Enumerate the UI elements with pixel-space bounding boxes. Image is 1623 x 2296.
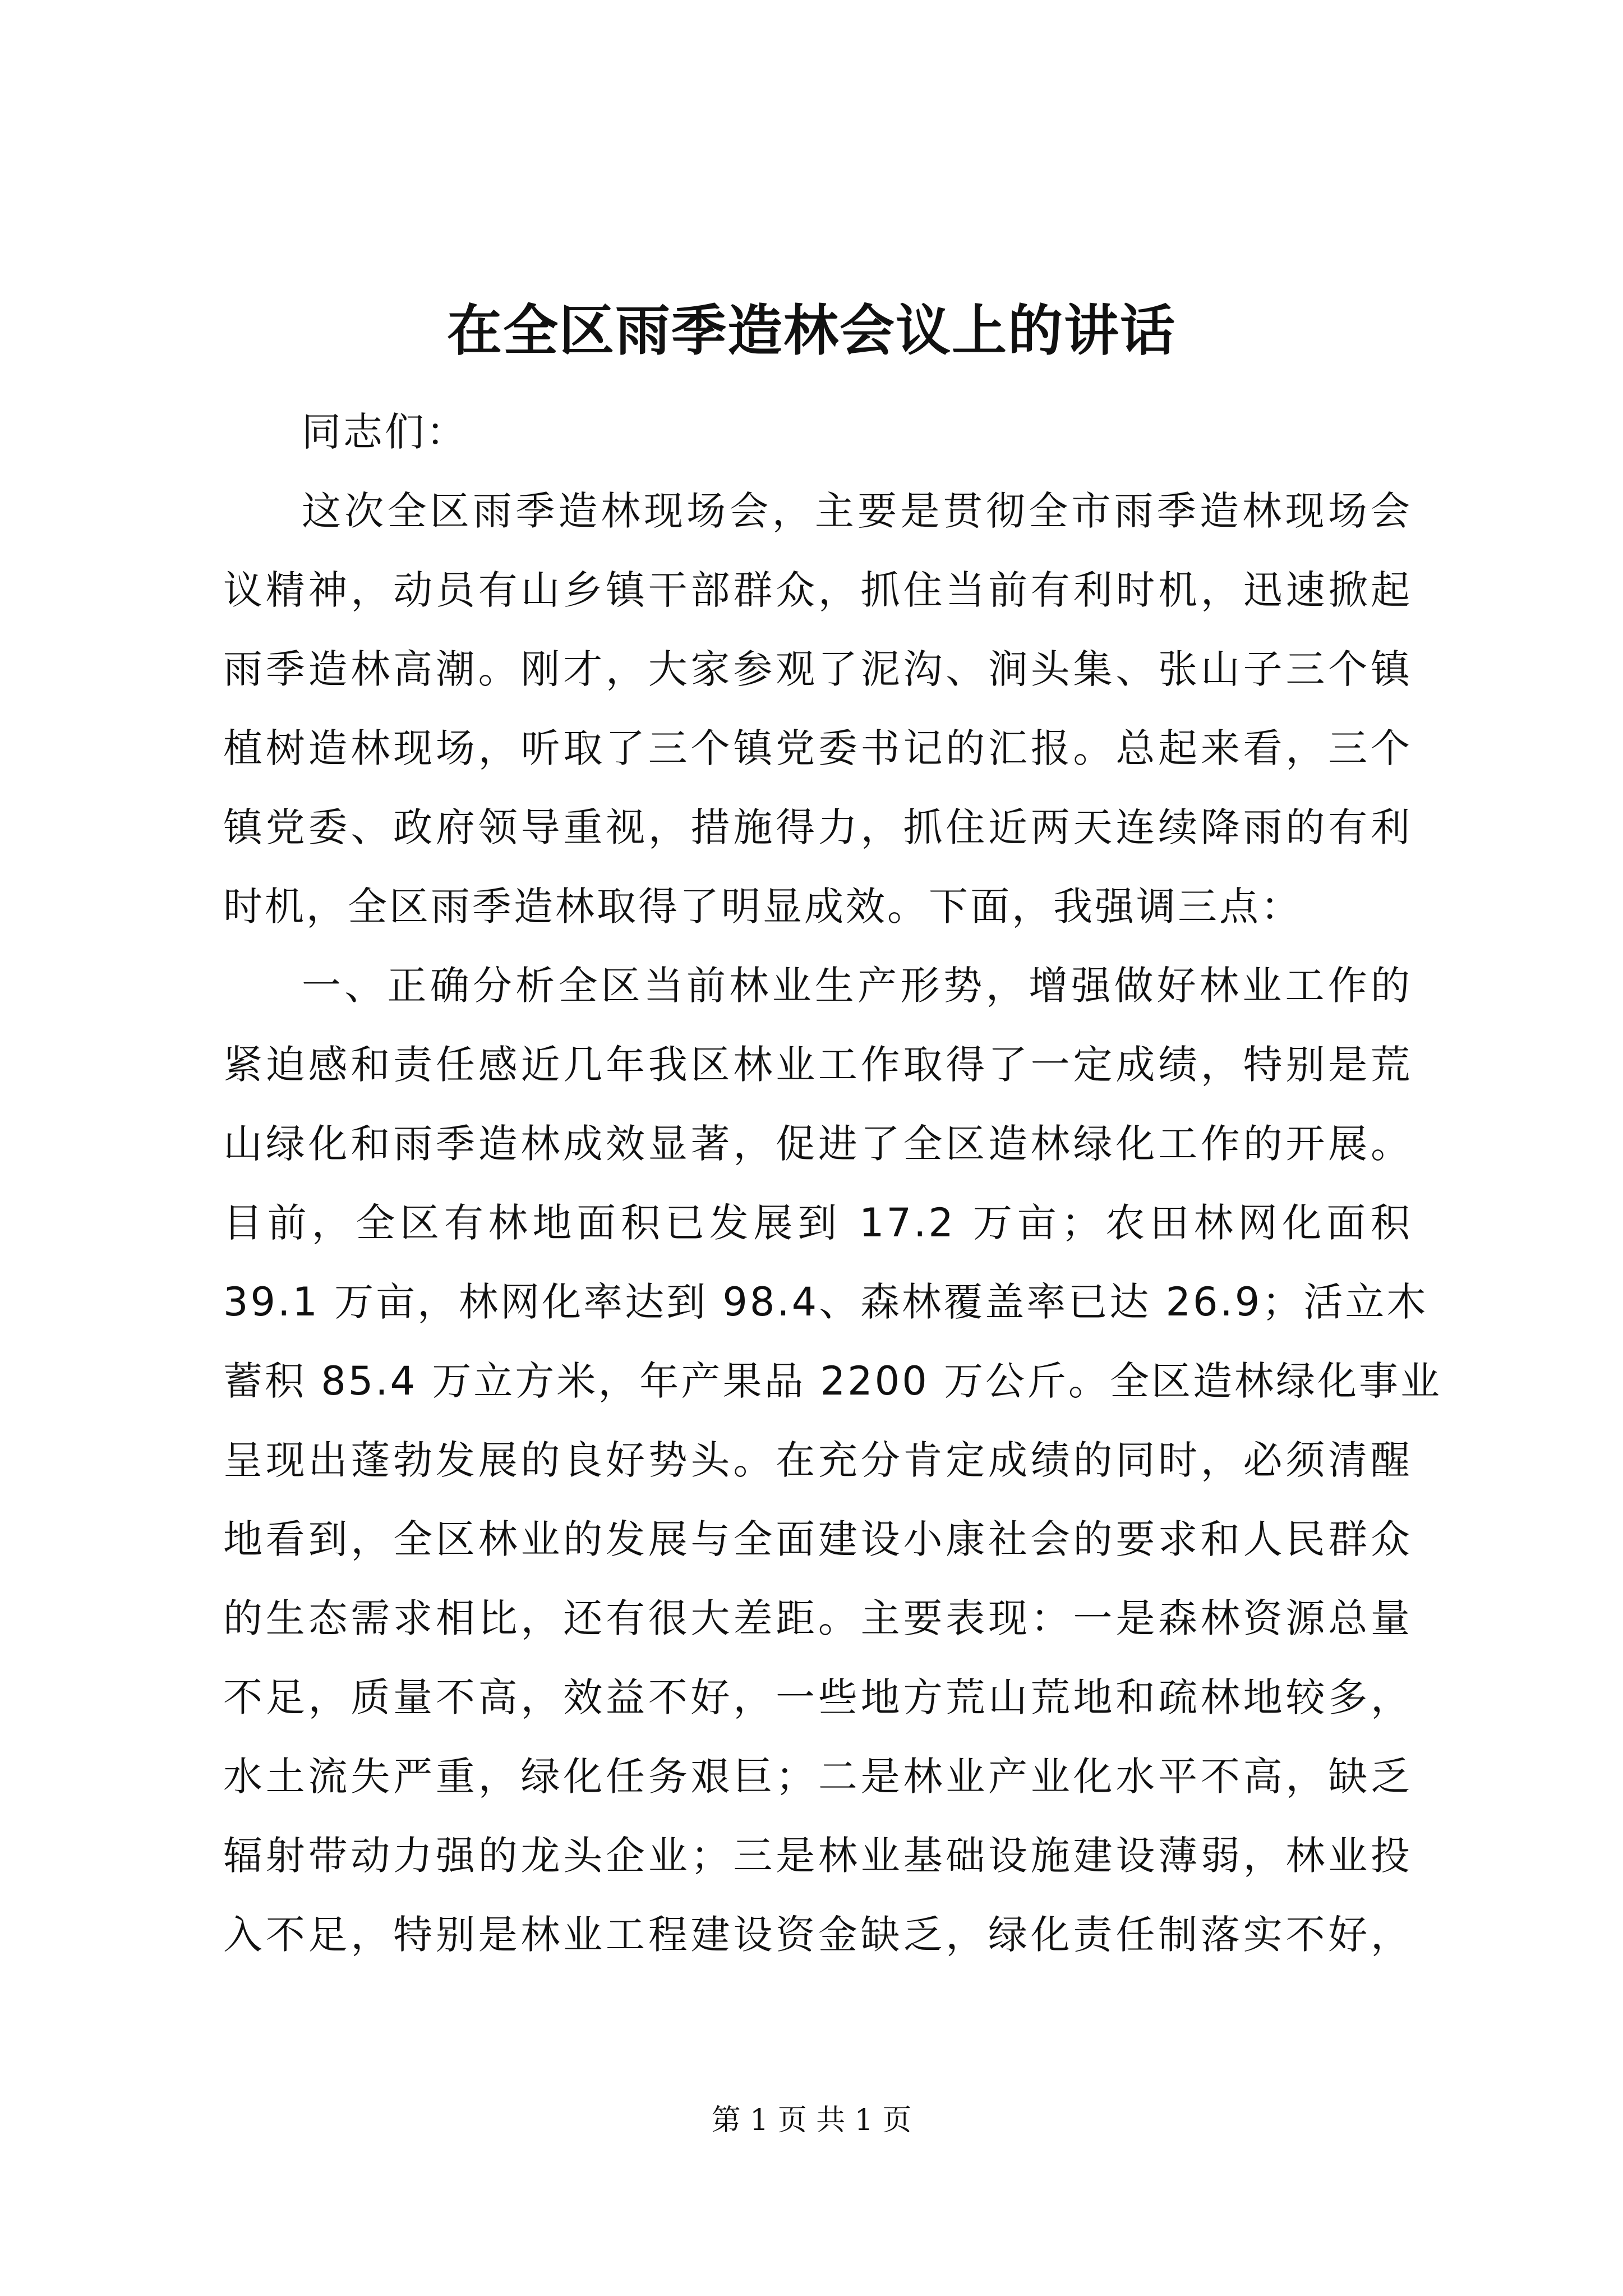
paragraph-line: 植树造林现场，听取了三个镇党委书记的汇报。总起来看，三个 <box>223 725 1412 771</box>
paragraph-line: 的生态需求相比，还有很大差距。主要表现：一是森林资源总量 <box>223 1595 1412 1641</box>
section-heading-line: 一、正确分析全区当前林业生产形势，增强做好林业工作的 <box>302 963 1412 1009</box>
paragraph-line: 时机，全区雨季造林取得了明显成效。下面，我强调三点： <box>223 884 1302 930</box>
paragraph-line: 雨季造林高潮。刚才，大家参观了泥沟、涧头集、张山子三个镇 <box>223 646 1412 692</box>
salutation-line: 同志们： <box>302 409 468 455</box>
paragraph-line: 入不足，特别是林业工程建设资金缺乏，绿化责任制落实不好， <box>223 1912 1412 1958</box>
paragraph-line: 紧迫感和责任感近几年我区林业工作取得了一定成绩，特别是荒 <box>223 1042 1412 1088</box>
paragraph-line: 呈现出蓬勃发展的良好势头。在充分肯定成绩的同时，必须清醒 <box>223 1437 1412 1483</box>
page-footer: 第 1 页 共 1 页 <box>711 2104 912 2137</box>
paragraph-line: 不足，质量不高，效益不好，一些地方荒山荒地和疏林地较多， <box>223 1674 1412 1720</box>
paragraph-line: 山绿化和雨季造林成效显著，促进了全区造林绿化工作的开展。 <box>223 1121 1412 1167</box>
paragraph-line: 39.1 万亩，林网化率达到 98.4、森林覆盖率已达 26.9；活立木 <box>223 1279 1428 1325</box>
paragraph-line: 辐射带动力强的龙头企业；三是林业基础设施建设薄弱，林业投 <box>223 1833 1412 1879</box>
paragraph-line: 镇党委、政府领导重视，措施得力，抓住近两天连续降雨的有利 <box>223 804 1412 850</box>
document-body <box>223 393 1442 1975</box>
paragraph-line: 水土流失严重，绿化任务艰巨；二是林业产业化水平不高，缺乏 <box>223 1754 1412 1800</box>
paragraph-line: 议精神，动员有山乡镇干部群众，抓住当前有利时机，迅速掀起 <box>223 567 1412 613</box>
paragraph-line: 蓄积 85.4 万立方米，年产果品 2200 万公斤。全区造林绿化事业 <box>223 1358 1442 1404</box>
paragraph-line: 目前，全区有林地面积已发展到 17.2 万亩；农田林网化面积 <box>223 1200 1412 1246</box>
document-title: 在全区雨季造林会议上的讲话 <box>446 298 1176 363</box>
paragraph-line: 这次全区雨季造林现场会，主要是贯彻全市雨季造林现场会 <box>302 488 1412 534</box>
paragraph-line: 地看到，全区林业的发展与全面建设小康社会的要求和人民群众 <box>223 1516 1412 1562</box>
